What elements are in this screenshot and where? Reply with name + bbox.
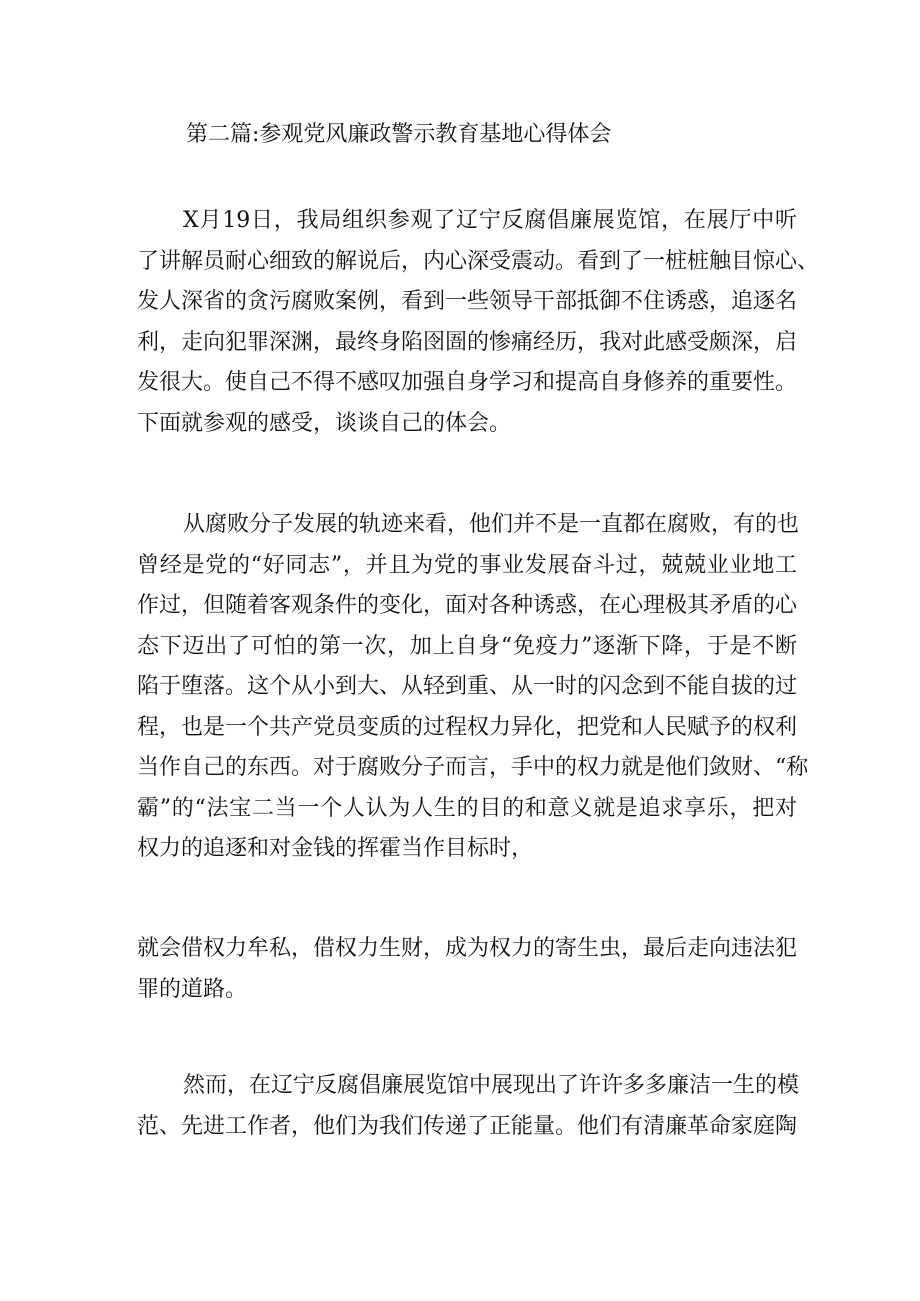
paragraph-line: 曾经是党的“好同志”，并且为党的事业发展奋斗过，兢兢业业地工 bbox=[137, 552, 797, 578]
paragraph-line: 作过，但随着客观条件的变化，面对各种诱惑，在心理极其矛盾的心 bbox=[137, 593, 798, 618]
paragraph-line: 霸”的“法宝二当一个人认为人生的目的和意义就是追求享乐，把对 bbox=[137, 795, 797, 821]
document-title: 第二篇:参观党风廉政警示教育基地心得体会 bbox=[186, 122, 612, 147]
paragraph-2 bbox=[137, 505, 809, 870]
paragraph-line: 利，走向犯罪深渊，最终身陷囹圄的惨痛经历，我对此感受颇深，启 bbox=[137, 329, 798, 355]
paragraph-line: 态下迈出了可怕的第一次，加上自身“免疫力”逐渐下降，于是不断 bbox=[137, 633, 797, 659]
paragraph-line: 然而，在辽宁反腐倡廉展览馆中展现出了许许多多廉洁一生的模 bbox=[183, 1073, 800, 1098]
paragraph-line: 权力的追逐和对金钱的挥霍当作目标时， bbox=[137, 836, 534, 861]
paragraph-line: 发很大。使自己不得不感叹加强自身学习和提高自身修养的重要性。 bbox=[137, 370, 798, 395]
paragraph-line: 范、先进工作者，他们为我们传递了正能量。他们有清廉革命家庭陶 bbox=[137, 1113, 798, 1139]
paragraph-3 bbox=[137, 929, 797, 1010]
paragraph-line: X月19日，我局组织参观了辽宁反腐倡廉展览馆，在展厅中听 bbox=[183, 208, 797, 233]
paragraph-4 bbox=[137, 1066, 800, 1147]
paragraph-1 bbox=[137, 201, 820, 444]
paragraph-line: 罪的道路。 bbox=[137, 976, 248, 1002]
paragraph-line: 发人深省的贪污腐败案例，看到一些领导干部抵御不住诱惑，追逐名 bbox=[137, 289, 798, 314]
paragraph-line: 陷于堕落。这个从小到大、从轻到重、从一时的闪念到不能自拔的过 bbox=[137, 674, 798, 699]
paragraph-line: 程，也是一个共产党员变质的过程权力异化，把党和人民赋予的权利 bbox=[137, 714, 798, 740]
paragraph-line: 下面就参观的感受，谈谈自己的体会。 bbox=[137, 410, 512, 436]
paragraph-line: 就会借权力牟私，借权力生财，成为权力的寄生虫，最后走向违法犯 bbox=[137, 936, 798, 961]
paragraph-line: 当作自己的东西。对于腐败分子而言，手中的权力就是他们敛财、“称 bbox=[137, 755, 809, 780]
paragraph-line: 了讲解员耐心细致的解说后，内心深受震动。看到了一桩桩触目惊心、 bbox=[137, 248, 820, 274]
paragraph-line: 从腐败分子发展的轨迹来看，他们并不是一直都在腐败，有的也 bbox=[183, 512, 800, 537]
